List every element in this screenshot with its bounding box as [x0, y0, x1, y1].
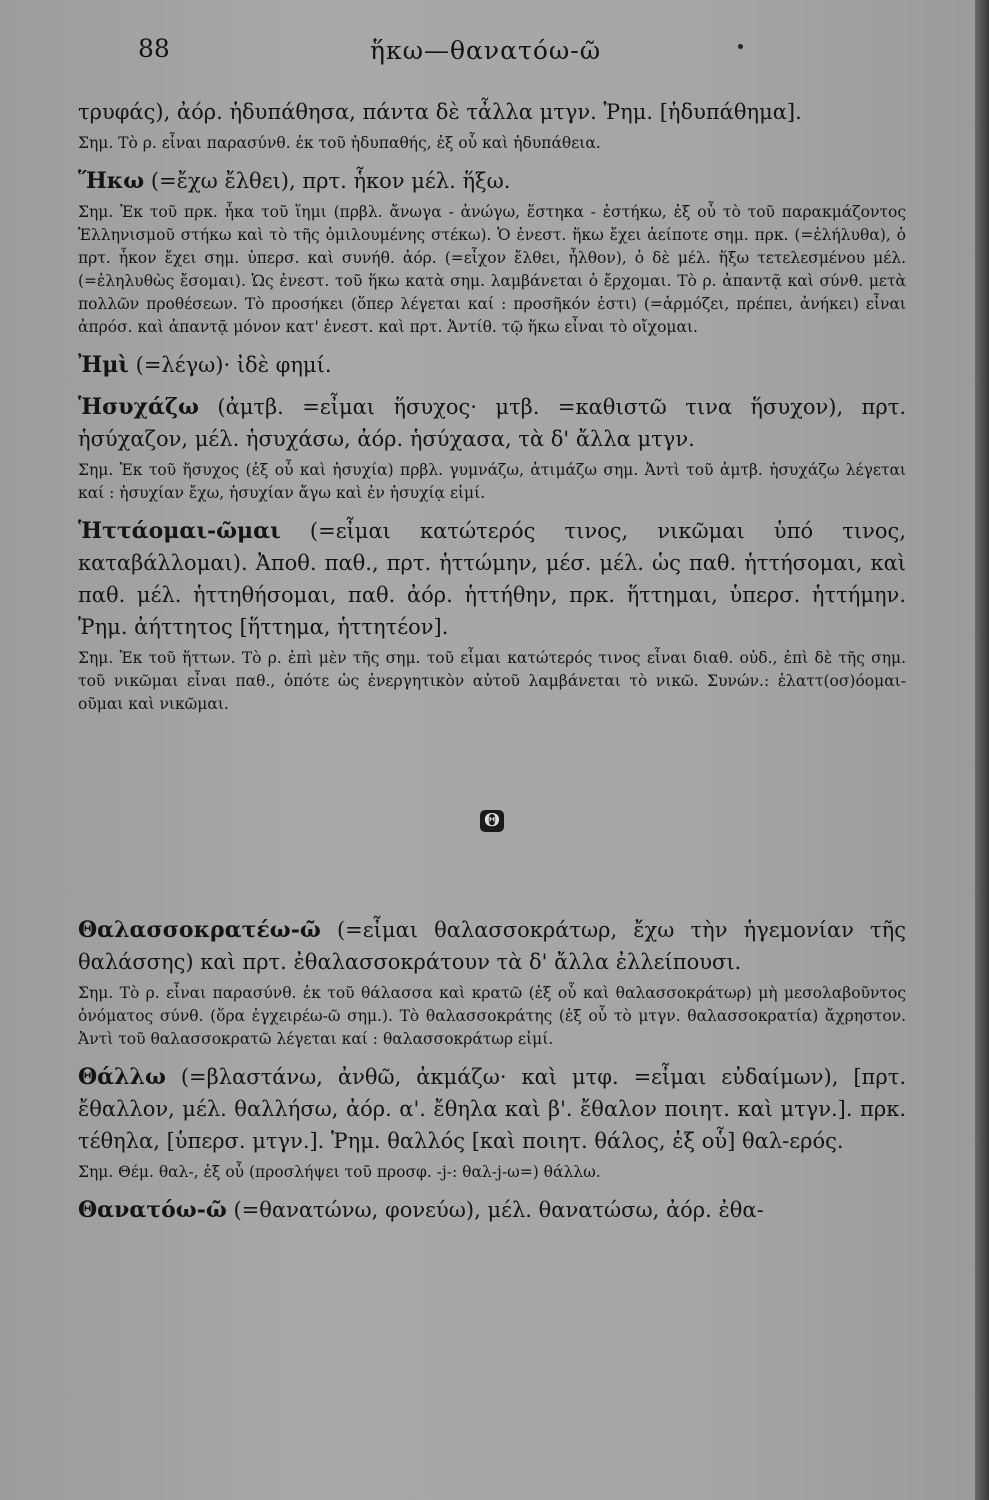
entry-note: Σημ. Θέμ. θαλ-, ἐξ οὗ (προσλήψει τοῦ προσφ. -j-: θαλ-j-ω=) θάλλω. — [78, 1163, 601, 1181]
entry-note: Σημ. Ἐκ τοῦ πρκ. ἧκα τοῦ ἵημι (πρβλ. ἄνωγα - ἀνώγω, ἕστηκα - ἑστήκω, ἐξ οὗ τὸ τοῦ παρακμάζοντος Ἑλληνισμοῦ στήκω καὶ τὸ τῆς ὁμιλουμένης στέκω). Ὁ ἐνεστ. ἥκω ἔχει ἀείποτε σημ. πρκ. (=ἐλήλυθα), ὁ πρτ. ἧκον ἔχει σημ. ὑπερσ. καὶ συνήθ. ἀόρ. (=εἶχον ἔλθει, ἦλθον), ὁ δὲ μέλ. ἥξω τετελεσμένου μέλ. (=ἐληλυθὼς ἔσομαι). Ὡς ἐνεστ. τοῦ ἥκω κατὰ σημ. λαμβάνεται ὁ ἔρχομαι. Τὸ ρ. ἀπαντᾷ καὶ σύνθ. μετὰ πολλῶν προθέσεων. Τὸ προσήκει (ὅπερ λέγεται καί : προσῆκόν ἐστι) (=ἁρμόζει, πρέπει, ἀνήκει) εἶναι ἀπρόσ. καὶ ἀπαντᾷ μόνον κατ' ἐνεστ. καὶ πρτ. Ἀντίθ. τῷ ἥκω εἶναι τὸ οἴχομαι. — [78, 203, 906, 336]
headword: Θανατόω-ῶ — [78, 1197, 227, 1223]
entry-text: τρυφάς), ἀόρ. ἡδυπάθησα, πάντα δὲ τἆλλα μτγν. Ῥημ. [ἡδυπάθημα]. — [78, 100, 802, 124]
entry-note: Σημ. Τὸ ρ. εἶναι παρασύνθ. ἐκ τοῦ ἡδυπαθής, ἐξ οὗ καὶ ἡδυπάθεια. — [78, 134, 601, 152]
dictionary-content — [78, 96, 906, 1226]
entry-hedypatheo-continuation — [78, 96, 906, 155]
page-header — [0, 34, 989, 74]
entry-hemi — [78, 349, 906, 381]
entry-text-line — [78, 914, 906, 978]
entry-heko — [78, 165, 906, 339]
entry-note: Σημ. Ἐκ τοῦ ἥττων. Τὸ ρ. ἐπὶ μὲν τῆς σημ. τοῦ εἶμαι κατώτερός τινος εἶναι διαθ. οὐδ., ἐπὶ δὲ τῆς σημ. τοῦ νικῶμαι εἶναι παθ., ὁπότε ὡς ἐνεργητικὸν αὐτοῦ λαμβάνεται τὸ νικῶ. Συνών.: ἐλαττ(οσ)όομαι-οῦμαι καὶ νικῶμαι. — [78, 649, 906, 713]
ink-dot — [738, 44, 743, 49]
entry-note: Σημ. Τὸ ρ. εἶναι παρασύνθ. ἐκ τοῦ θάλασσα καὶ κρατῶ (ἐξ οὗ καὶ θαλασσοκράτωρ) μὴ μεσολαβοῦντος ὀνόματος σύνθ. (ὅρα ἐγχειρέω-ῶ σημ.). Τὸ θαλασσοκράτης (ἐξ οὗ τὸ μτγν. θαλασσοκρατία) ἄχρηστον. Ἀντὶ τοῦ θαλασσοκρατῶ λέγεται καί : θαλασσοκράτωρ εἰμί. — [78, 984, 906, 1048]
page-edge-shadow — [975, 0, 989, 1500]
entry-text-line — [78, 349, 906, 381]
headword: Ἥκω — [78, 168, 145, 194]
headword: Ἠμὶ — [78, 352, 129, 378]
entry-text: (=θανατώνω, φονεύω), μέλ. θανατώσω, ἀόρ. ἐθα- — [226, 1198, 764, 1222]
entry-text: (=εἶμαι θαλασσοκράτωρ, ἔχω τὴν ἡγεμονίαν τῆς θαλάσσης) καὶ πρτ. ἐθαλασσοκράτουν τὰ δ' ἄλλα ἐλλείπουσι. — [78, 918, 906, 974]
running-title: ἥκω—θανατόω-ῶ — [370, 36, 602, 65]
headword: Ἡττάομαι-ῶμαι — [78, 518, 281, 544]
entry-text: (ἀμτβ. =εἶμαι ἥσυχος· μτβ. =καθιστῶ τινα ἥσυχον), πρτ. ἡσύχαζον, μέλ. ἡσυχάσω, ἀόρ. ἡσύχασα, τὰ δ' ἄλλα μτγν. — [78, 395, 906, 451]
entry-text-line — [78, 1194, 906, 1226]
page-number: 88 — [138, 34, 170, 63]
section-letter-divider — [78, 810, 906, 832]
entry-note: Σημ. Ἐκ τοῦ ἥσυχος (ἐξ οὗ καὶ ἡσυχία) πρβλ. γυμνάζω, ἀτιμάζω σημ. Ἀντὶ τοῦ ἀμτβ. ἡσυχάζω λέγεται καί : ἡσυχίαν ἔχω, ἡσυχίαν ἄγω καὶ ἐν ἡσυχίᾳ εἰμί. — [78, 461, 906, 502]
entry-hesychazo — [78, 391, 906, 505]
entry-text-line — [78, 515, 906, 643]
entry-thallo — [78, 1061, 906, 1184]
entry-text: (=λέγω)· ἰδὲ φημί. — [128, 353, 332, 377]
entry-text: (=ἔχω ἔλθει), πρτ. ἧκον μέλ. ἥξω. — [144, 169, 511, 193]
entry-thalassokrateo — [78, 914, 906, 1051]
headword: Ἡσυχάζω — [78, 394, 199, 420]
section-letter: Θ — [480, 810, 504, 832]
entry-text-line — [78, 391, 906, 455]
headword: Θάλλω — [78, 1064, 166, 1090]
entry-hettaomai — [78, 515, 906, 716]
entry-text: (=βλαστάνω, ἀνθῶ, ἀκμάζω· καὶ μτφ. =εἶμαι εὐδαίμων), [πρτ. ἔθαλλον, μέλ. θαλλήσω, ἀόρ. α'. ἔθηλα καὶ β'. ἔθαλον ποιητ. καὶ μτγν.]. πρκ. τέθηλα, [ὑπερσ. μτγν.]. Ῥημ. θαλλός [καὶ ποιητ. θάλος, ἐξ οὗ] θαλ-ερός. — [78, 1065, 906, 1153]
entry-text-line — [78, 165, 906, 197]
entry-text-line — [78, 1061, 906, 1157]
entry-text: (=εἶμαι κατώτερός τινος, νικῶμαι ὑπό τινος, καταβάλλομαι). Ἀποθ. παθ., πρτ. ἡττώμην, μέσ. μέλ. ὡς παθ. ἡττήσομαι, καὶ παθ. μέλ. ἡττηθήσομαι, παθ. ἀόρ. ἡττήθην, πρκ. ἥττημαι, ὑπερσ. ἡττήμην. Ῥημ. ἀήττητος [ἥττημα, ἡττητέον]. — [78, 519, 906, 639]
headword: Θαλασσοκρατέω-ῶ — [78, 917, 321, 943]
entry-thanatoo — [78, 1194, 906, 1226]
